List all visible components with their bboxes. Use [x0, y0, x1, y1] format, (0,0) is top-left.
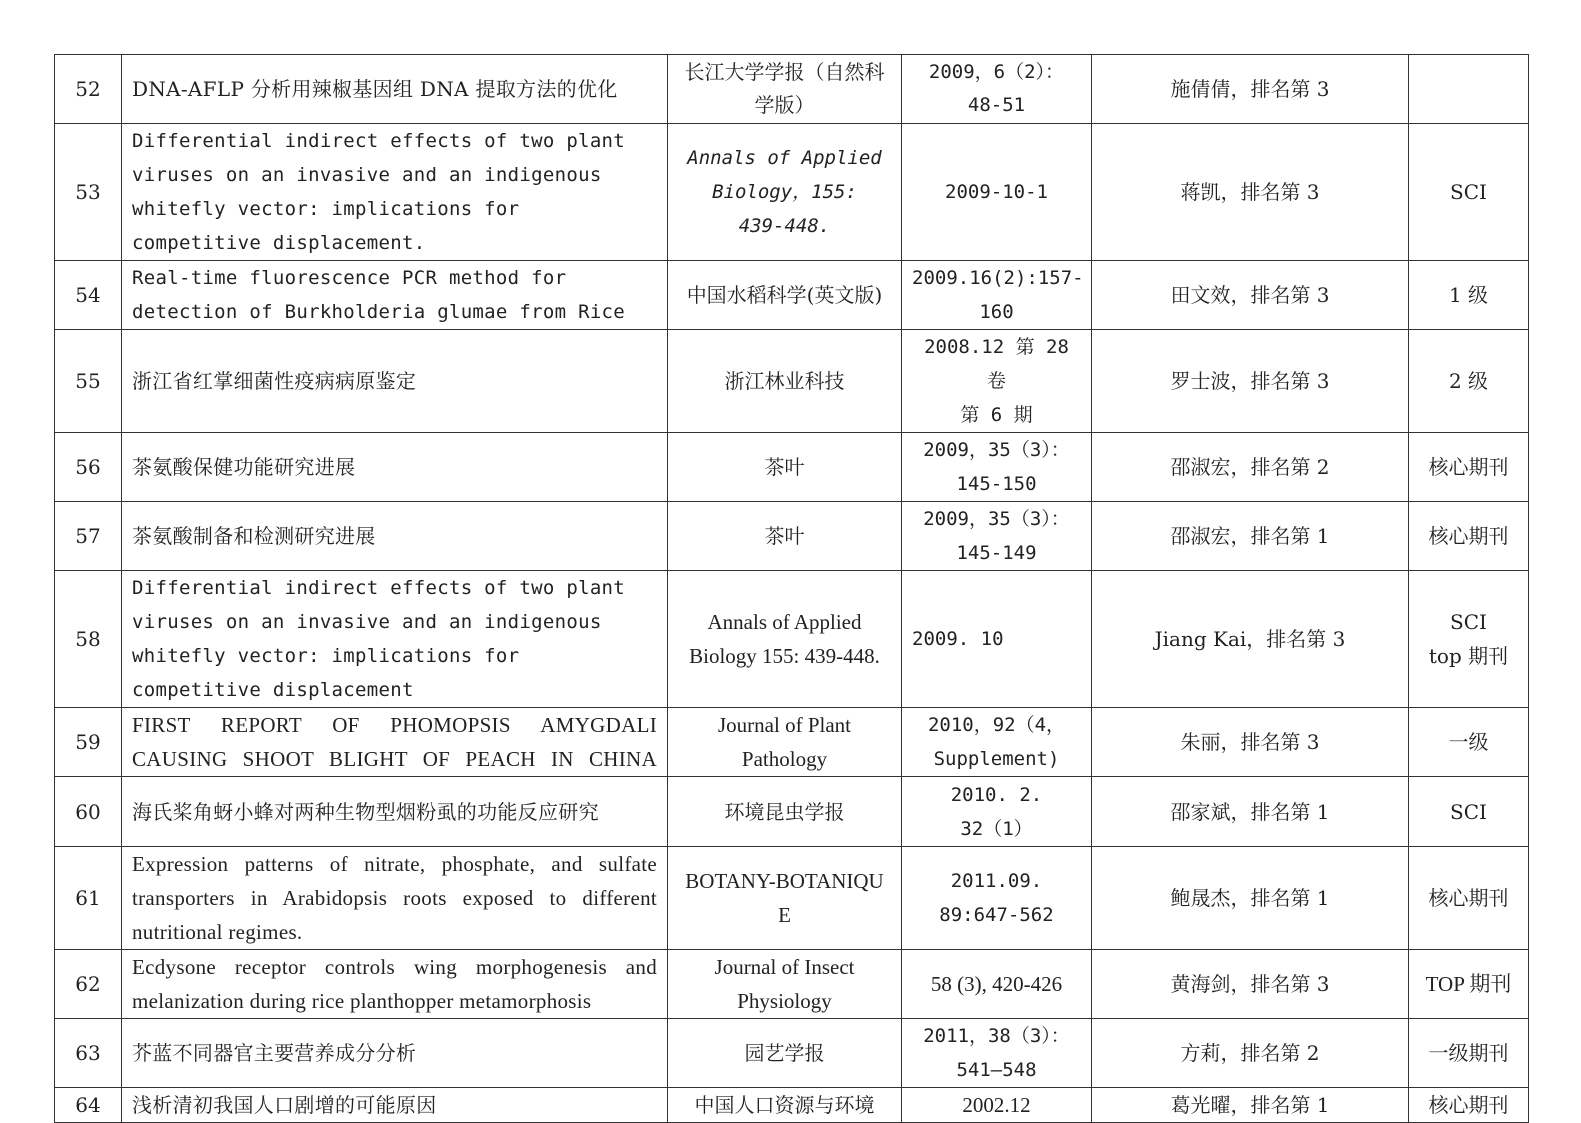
- table-row: [55, 1019, 1529, 1088]
- author-rank: 方莉，排名第 2: [1092, 1019, 1409, 1088]
- journal-level: 核心期刊: [1409, 433, 1529, 502]
- author-rank: 朱丽，排名第 3: [1092, 708, 1409, 777]
- paper-title: Differential indirect effects of two plant viruses on an invasive and an indigenous whitefly vector: implications for competitive displacement: [122, 571, 668, 708]
- author-rank: 施倩倩，排名第 3: [1092, 55, 1409, 124]
- table-row: [55, 55, 1529, 124]
- journal-name: 中国水稻科学(英文版): [668, 261, 902, 330]
- paper-title: 海氏桨角蚜小蜂对两种生物型烟粉虱的功能反应研究: [122, 777, 668, 847]
- author-rank: 田文效，排名第 3: [1092, 261, 1409, 330]
- table-row: [55, 502, 1529, 571]
- row-number: 55: [55, 330, 122, 433]
- publication-date: 2009，35（3）： 145-149: [902, 502, 1092, 571]
- paper-title: 芥蓝不同器官主要营养成分分析: [122, 1019, 668, 1088]
- journal-name: Annals of Applied Biology 155: 439-448.: [668, 571, 902, 708]
- row-number: 60: [55, 777, 122, 847]
- paper-title: 浅析清初我国人口剧增的可能原因: [122, 1088, 668, 1123]
- table-row: [55, 571, 1529, 708]
- table-row: [55, 847, 1529, 950]
- table-row: [55, 708, 1529, 777]
- journal-level: 核心期刊: [1409, 502, 1529, 571]
- table-row: [55, 950, 1529, 1019]
- journal-level: TOP 期刊: [1409, 950, 1529, 1019]
- row-number: 56: [55, 433, 122, 502]
- journal-name: 茶叶: [668, 433, 902, 502]
- table-row: [55, 330, 1529, 433]
- publication-date: 2011，38（3）： 541–548: [902, 1019, 1092, 1088]
- paper-title: Expression patterns of nitrate, phosphate, and sulfate transporters in Arabidopsis roots exposed to different nutritional regimes.: [122, 847, 668, 950]
- author-rank: 蒋凯，排名第 3: [1092, 124, 1409, 261]
- journal-name: 园艺学报: [668, 1019, 902, 1088]
- paper-title: DNA-AFLP 分析用辣椒基因组 DNA 提取方法的优化: [122, 55, 668, 124]
- publication-date: 2009，6（2）： 48-51: [902, 55, 1092, 124]
- journal-level: 1 级: [1409, 261, 1529, 330]
- publication-date: 2009. 10: [902, 571, 1092, 708]
- journal-level: 一级: [1409, 708, 1529, 777]
- journal-level: 一级期刊: [1409, 1019, 1529, 1088]
- table-row: [55, 1088, 1529, 1123]
- row-number: 61: [55, 847, 122, 950]
- journal-name: Journal of Insect Physiology: [668, 950, 902, 1019]
- journal-level: SCI: [1409, 124, 1529, 261]
- publication-date: 58 (3), 420-426: [902, 950, 1092, 1019]
- row-number: 53: [55, 124, 122, 261]
- publication-date: 2011.09. 89:647-562: [902, 847, 1092, 950]
- paper-title: Differential indirect effects of two plant viruses on an invasive and an indigenous whitefly vector: implications for competitive displacement.: [122, 124, 668, 261]
- journal-name: 环境昆虫学报: [668, 777, 902, 847]
- row-number: 57: [55, 502, 122, 571]
- row-number: 54: [55, 261, 122, 330]
- table-row: [55, 777, 1529, 847]
- journal-level: SCI top 期刊: [1409, 571, 1529, 708]
- row-number: 58: [55, 571, 122, 708]
- row-number: 64: [55, 1088, 122, 1123]
- journal-name: 茶叶: [668, 502, 902, 571]
- publication-date: 2009.16(2):157- 160: [902, 261, 1092, 330]
- row-number: 52: [55, 55, 122, 124]
- paper-title: FIRST REPORT OF PHOMOPSIS AMYGDALI CAUSING SHOOT BLIGHT OF PEACH IN CHINA: [122, 708, 668, 777]
- journal-level: 2 级: [1409, 330, 1529, 433]
- table-row: [55, 433, 1529, 502]
- table-row: [55, 261, 1529, 330]
- paper-title: 茶氨酸保健功能研究进展: [122, 433, 668, 502]
- author-rank: 邵家斌，排名第 1: [1092, 777, 1409, 847]
- row-number: 62: [55, 950, 122, 1019]
- publication-date: 2009-10-1: [902, 124, 1092, 261]
- author-rank: 鲍晟杰，排名第 1: [1092, 847, 1409, 950]
- journal-level: 核心期刊: [1409, 847, 1529, 950]
- journal-level: 核心期刊: [1409, 1088, 1529, 1123]
- journal-name: 长江大学学报（自然科学版）: [668, 55, 902, 124]
- author-rank: Jiang Kai，排名第 3: [1092, 571, 1409, 708]
- paper-title: 茶氨酸制备和检测研究进展: [122, 502, 668, 571]
- publication-date: 2010. 2. 32（1）: [902, 777, 1092, 847]
- journal-name: Annals of Applied Biology，155: 439-448.: [668, 124, 902, 261]
- paper-title: Real-time fluorescence PCR method for detection of Burkholderia glumae from Rice: [122, 261, 668, 330]
- journal-name: 浙江林业科技: [668, 330, 902, 433]
- author-rank: 葛光曜，排名第 1: [1092, 1088, 1409, 1123]
- row-number: 59: [55, 708, 122, 777]
- journal-name: Journal of Plant Pathology: [668, 708, 902, 777]
- author-rank: 罗士波，排名第 3: [1092, 330, 1409, 433]
- author-rank: 邵淑宏，排名第 2: [1092, 433, 1409, 502]
- table-row: [55, 124, 1529, 261]
- publication-date: 2008.12 第 28 卷 第 6 期: [902, 330, 1092, 433]
- journal-level: [1409, 55, 1529, 124]
- journal-name: 中国人口资源与环境: [668, 1088, 902, 1123]
- author-rank: 黄海剑，排名第 3: [1092, 950, 1409, 1019]
- journal-level: SCI: [1409, 777, 1529, 847]
- paper-title: Ecdysone receptor controls wing morphogenesis and melanization during rice planthopper metamorphosis: [122, 950, 668, 1019]
- row-number: 63: [55, 1019, 122, 1088]
- paper-title: 浙江省红掌细菌性疫病病原鉴定: [122, 330, 668, 433]
- journal-name: BOTANY-BOTANIQU E: [668, 847, 902, 950]
- publication-date: 2002.12: [902, 1088, 1092, 1123]
- author-rank: 邵淑宏，排名第 1: [1092, 502, 1409, 571]
- publication-table: [54, 54, 1529, 1123]
- publication-date: 2009，35（3）： 145-150: [902, 433, 1092, 502]
- publication-date: 2010，92（4， Supplement): [902, 708, 1092, 777]
